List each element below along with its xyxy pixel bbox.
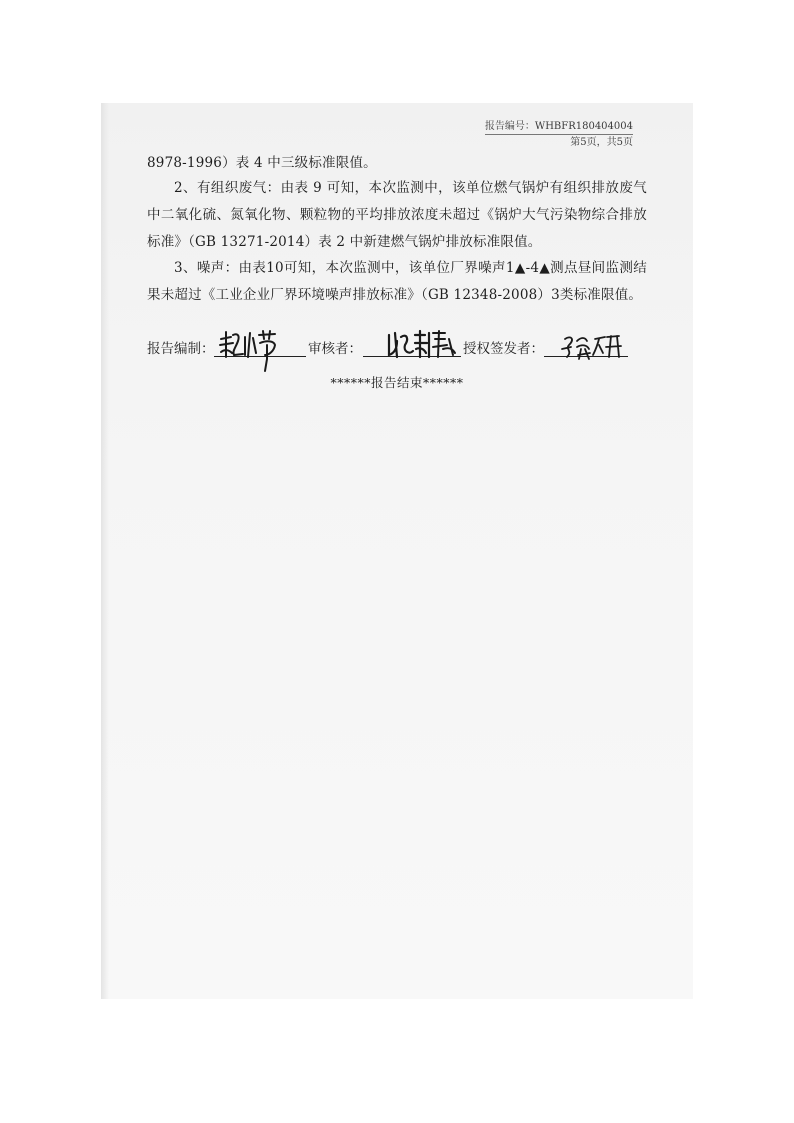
reviewer-label: 审核者： — [308, 341, 362, 357]
report-end-marker: ******报告结束****** — [330, 375, 464, 390]
paragraph-continuation: 8978-1996）表 4 中三级标准限值。 — [147, 155, 377, 171]
paragraph-organized-exhaust: 2、有组织废气：由表 9 可知，本次监测中，该单位燃气锅炉有组织排放废气中二氧化硫、氮氧化物、颗粒物的平均排放浓度未超过《锅炉大气污染物综合排放标准》（GB 13271-2014）表 2 中新建燃气锅炉排放标准限值。 — [147, 180, 647, 250]
report-number: 报告编号：WHBFR180404004 — [485, 119, 633, 135]
compiler-label: 报告编制： — [147, 341, 215, 357]
compiler-signature — [217, 329, 279, 373]
approver-label: 授权签发者： — [463, 341, 544, 357]
approver-signature — [559, 331, 625, 363]
paragraph-noise: 3、噪声：由表10可知，本次监测中，该单位厂界噪声1▲-4▲测点昼间监测结果未超过《工业企业厂界环境噪声排放标准》（GB 12348-2008）3类标准限值。 — [147, 260, 647, 303]
scanned-page — [101, 103, 693, 999]
report-header — [485, 119, 633, 150]
reviewer-signature — [385, 327, 459, 363]
page-info: 第5页，共5页 — [570, 137, 633, 148]
